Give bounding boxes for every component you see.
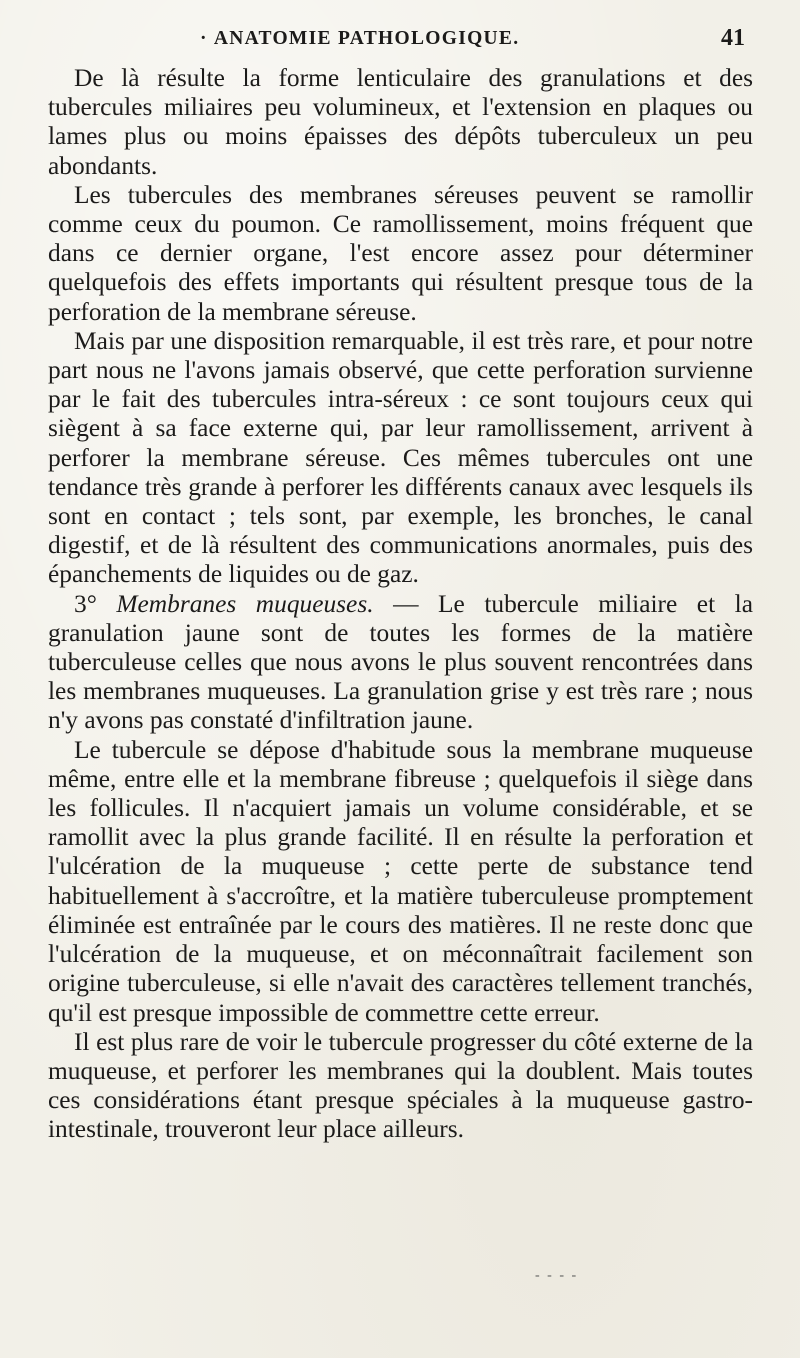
paragraph-external-progression: Il est plus rare de voir le tubercule progresser du côté externe de la muqueuse, et perforer les membranes qui la doublent. Mais toutes ces considérations étant presque spéciales à la muqueuse gastro-intestinale, trouveront leur place ailleurs. xyxy=(48,1027,753,1144)
body-text xyxy=(48,64,753,1145)
section-mucous-membranes xyxy=(48,590,753,736)
section-text: Le tubercule miliaire et la granulation jaune sont de toutes les formes de la matière tuberculeuse celles que nous avons le plus souvent rencontrées dans les membranes muqueuses. La granulation grise y est très rare ; nous n'y avons pas constaté d'infiltration jaune. xyxy=(48,589,753,735)
section-title: Membranes muqueuses. xyxy=(116,589,374,618)
running-head-dot: · xyxy=(200,28,208,49)
running-head-title: ANATOMIE PATHOLOGIQUE. xyxy=(213,28,520,49)
footer-mark: - - - - xyxy=(535,1268,579,1283)
section-number: 3° xyxy=(74,589,97,618)
page-number: 41 xyxy=(721,25,745,51)
paragraph-serous-softening: Les tubercules des membranes séreuses peuvent se ramollir comme ceux du poumon. Ce ramollissement, moins fréquent que dans ce dernier organe, l'est encore assez pour déterminer quelquefois des effets importants qui résultent presque tous de la perforation de la membrane séreuse. xyxy=(48,180,753,326)
paragraph-deposit-location: Le tubercule se dépose d'habitude sous la membrane muqueuse même, entre elle et la membrane fibreuse ; quelquefois il siège dans les follicules. Il n'acquiert jamais un volume considérable, et se ramollit avec la plus grande facilité. Il en résulte la perforation et l'ulcération de la muqueuse ; cette perte de substance tend habituellement à s'accroître, et la matière tuberculeuse promptement éliminée est entraînée par le cours des matières. Il ne reste donc que l'ulcération de la muqueuse, et on méconnaîtrait facilement son origine tuberculeuse, si elle n'avait des caractères tellement tranchés, qu'il est presque impossible de commettre cette erreur. xyxy=(48,735,753,1027)
page-header xyxy=(200,25,745,58)
running-head xyxy=(200,28,519,50)
section-dash: — xyxy=(373,589,439,618)
paragraph-perforation: Mais par une disposition remarquable, il est très rare, et pour notre part nous ne l'avons jamais observé, que cette perforation survienne par le fait des tubercules intra-séreux : ce sont toujours ceux qui siègent à sa face externe qui, par leur ramollissement, arrivent à perforer la membrane séreuse. Ces mêmes tubercules ont une tendance très grande à perforer les différents canaux avec lesquels ils sont en contact ; tels sont, par exemple, les bronches, le canal digestif, et de là résultent des communications anormales, puis des épanchements de liquides ou de gaz. xyxy=(48,326,753,589)
paragraph-lenticular-form: De là résulte la forme lenticulaire des granulations et des tubercules miliaires peu volumineux, et l'extension en plaques ou lames plus ou moins épaisses des dépôts tuberculeux un peu abondants. xyxy=(48,64,753,180)
